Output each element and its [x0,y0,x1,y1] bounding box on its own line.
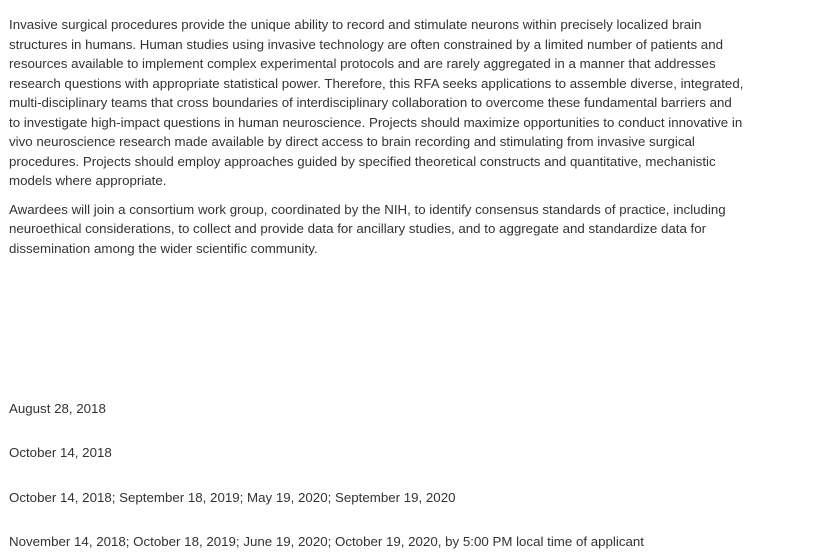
posted-date: August 28, 2018 [9,401,106,416]
funding-description [9,15,744,258]
description-paragraph-2: Awardees will join a consortium work group, coordinated by the NIH, to identify consensus standards of practice, including neuroethical considerations, to collect and provide data for ancillary studies, and to aggregate and standardize data for dissemination among the wider scientific community. [9,201,726,256]
letter-of-intent-due-dates: October 14, 2018; September 18, 2019; May 19, 2020; September 19, 2020 [9,490,456,505]
open-date: October 14, 2018 [9,445,112,460]
application-due-dates: November 14, 2018; October 18, 2019; June 19, 2020; October 19, 2020, by 5:00 PM local time of applicant [9,534,644,549]
description-paragraph-1: Invasive surgical procedures provide the unique ability to record and stimulate neurons within precisely localized brain structures in humans. Human studies using invasive technology are often constrained by a limited number of patients and resources available to implement complex experimental protocols and are rarely aggregated in a manner that addresses research questions with appropriate statistical power. Therefore, this RFA seeks applications to assemble diverse, integrated, multi-disciplinary teams that cross boundaries of interdisciplinary collaboration to overcome these fundamental barriers and to investigate high-impact questions in human neuroscience. Projects should maximize opportunities to conduct innovative in vivo neuroscience research made available by direct access to brain recording and stimulating from invasive surgical procedures. Projects should employ approaches guided by specified theoretical constructs and quantitative, mechanistic models where appropriate. [9,17,744,188]
